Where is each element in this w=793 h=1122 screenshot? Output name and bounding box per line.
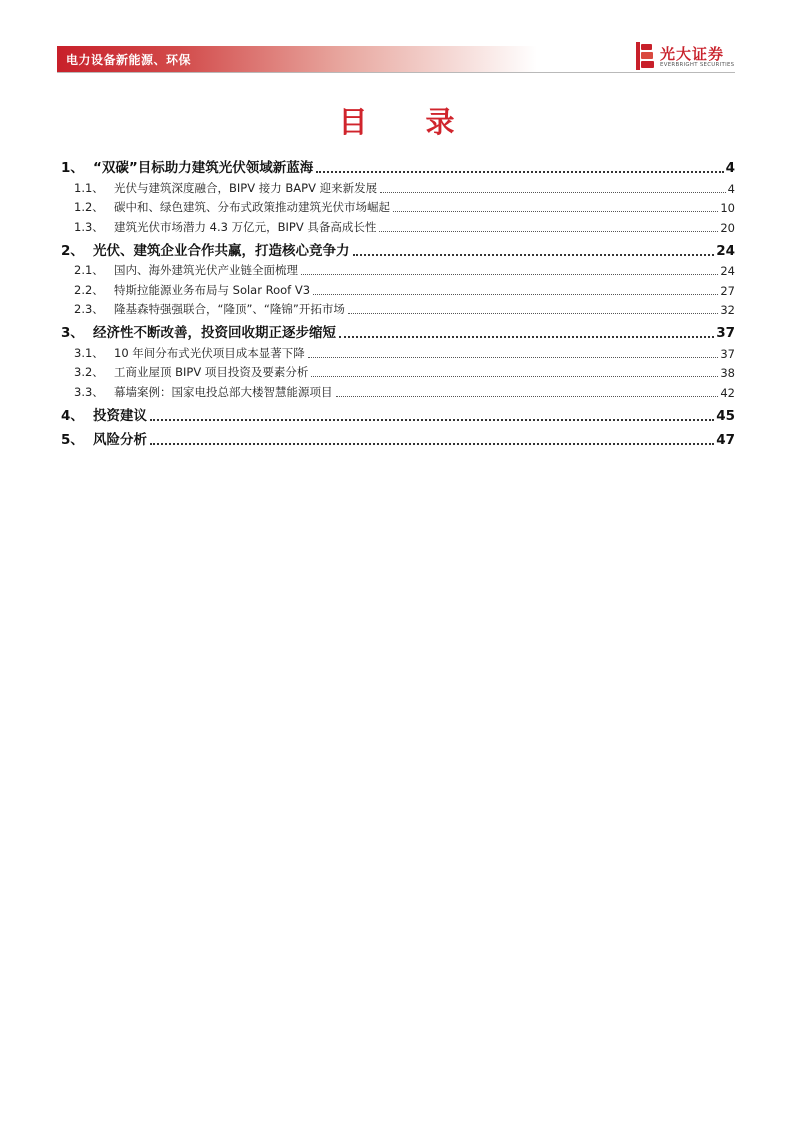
toc-entry-page: 4 (727, 181, 735, 196)
toc-entry-number: 2、 (61, 242, 84, 259)
toc-entry-page: 42 (720, 385, 735, 400)
toc-entry-number: 3.3、 (74, 384, 104, 399)
everbright-logo (636, 42, 736, 72)
toc-dot-leader (379, 220, 718, 232)
toc-chapter-entry[interactable] (57, 154, 735, 176)
toc-dot-leader (336, 385, 719, 397)
toc-entry-page: 20 (720, 220, 735, 235)
toc-dot-leader (316, 160, 723, 174)
toc-entry-page: 27 (720, 283, 735, 298)
toc-entry-label: 经济性不断改善，投资回收期正逐步缩短 (93, 325, 336, 341)
toc-entry-number: 2.2、 (74, 282, 104, 297)
toc-entry-label: 投资建议 (93, 407, 147, 424)
toc-entry-page: 24 (720, 264, 735, 278)
toc-dot-leader (311, 366, 718, 378)
header-section-title: 电力设备新能源、环保 (66, 53, 192, 67)
toc-entry-number: 1.3、 (74, 219, 104, 234)
toc-entry-number: 2.3、 (74, 302, 104, 316)
toc-entry-number: 1、 (61, 160, 84, 176)
toc-dot-leader (339, 325, 714, 339)
toc-entry-label: 国内、海外建筑光伏产业链全面梳理 (114, 263, 298, 277)
toc-section-entry[interactable] (57, 341, 735, 361)
toc-section-entry[interactable] (57, 298, 735, 318)
toc-entry-page: 37 (716, 325, 735, 341)
toc-entry-page: 37 (720, 346, 735, 361)
toc-entry-label: 隆基森特强强联合，“隆顶”、“隆锦”开拓市场 (114, 302, 345, 316)
toc-section-entry[interactable] (57, 215, 735, 235)
toc-entry-label: 碳中和、绿色建筑、分布式政策推动建筑光伏市场崛起 (114, 200, 390, 214)
toc-entry-number: 2.1、 (74, 263, 104, 277)
toc-entry-label: 光伏、建筑企业合作共赢，打造核心竞争力 (93, 242, 350, 259)
table-of-contents (57, 152, 735, 448)
toc-chapter-entry[interactable] (57, 319, 735, 341)
toc-dot-leader (380, 181, 726, 193)
toc-entry-page: 4 (725, 160, 735, 176)
toc-dot-leader (393, 201, 718, 213)
toc-entry-number: 1.1、 (74, 180, 104, 195)
toc-entry-page: 45 (716, 407, 735, 424)
toc-chapter-entry[interactable] (57, 237, 735, 259)
toc-entry-page: 10 (720, 201, 735, 215)
toc-section-entry[interactable] (57, 259, 735, 279)
toc-entry-label: 10 年间分布式光伏项目成本显著下降 (114, 345, 305, 360)
toc-entry-label: “双碳”目标助力建筑光伏领域新蓝海 (93, 160, 314, 176)
toc-entry-label: 工商业屋顶 BIPV 项目投资及要素分析 (114, 365, 309, 379)
toc-dot-leader (348, 303, 719, 315)
toc-dot-leader (308, 346, 719, 358)
toc-entry-label: 特斯拉能源业务布局与 Solar Roof V3 (114, 282, 311, 297)
toc-entry-page: 32 (720, 303, 735, 317)
toc-dot-leader (353, 242, 715, 256)
toc-section-entry[interactable] (57, 196, 735, 216)
toc-entry-number: 3.2、 (74, 365, 104, 379)
toc-chapter-entry[interactable] (57, 402, 735, 424)
everbright-logo-icon (636, 42, 654, 70)
toc-entry-number: 5、 (61, 431, 84, 448)
toc-entry-number: 3、 (61, 325, 84, 341)
toc-entry-label: 幕墙案例：国家电投总部大楼智慧能源项目 (114, 384, 333, 399)
toc-dot-leader (313, 283, 718, 295)
header-divider (57, 72, 735, 73)
toc-entry-label: 建筑光伏市场潜力 4.3 万亿元，BIPV 具备高成长性 (114, 219, 377, 234)
logo-chinese-name: 光大证券 (660, 45, 725, 63)
toc-entry-page: 47 (716, 431, 735, 448)
toc-entry-number: 3.1、 (74, 345, 104, 360)
toc-dot-leader (150, 431, 714, 445)
toc-entry-number: 1.2、 (74, 200, 104, 214)
toc-section-entry[interactable] (57, 176, 735, 196)
toc-section-entry[interactable] (57, 361, 735, 381)
toc-entry-number: 4、 (61, 407, 84, 424)
toc-section-entry[interactable] (57, 278, 735, 298)
toc-entry-page: 24 (716, 242, 735, 259)
logo-english-name: EVERBRIGHT SECURITIES (660, 62, 735, 68)
toc-title: 目 录 (338, 105, 479, 139)
toc-entry-page: 38 (720, 366, 735, 380)
toc-entry-label: 风险分析 (93, 431, 147, 448)
toc-dot-leader (301, 264, 718, 276)
toc-chapter-entry[interactable] (57, 426, 735, 448)
toc-dot-leader (150, 407, 714, 421)
toc-entry-label: 光伏与建筑深度融合，BIPV 接力 BAPV 迎来新发展 (114, 180, 378, 195)
toc-section-entry[interactable] (57, 380, 735, 400)
